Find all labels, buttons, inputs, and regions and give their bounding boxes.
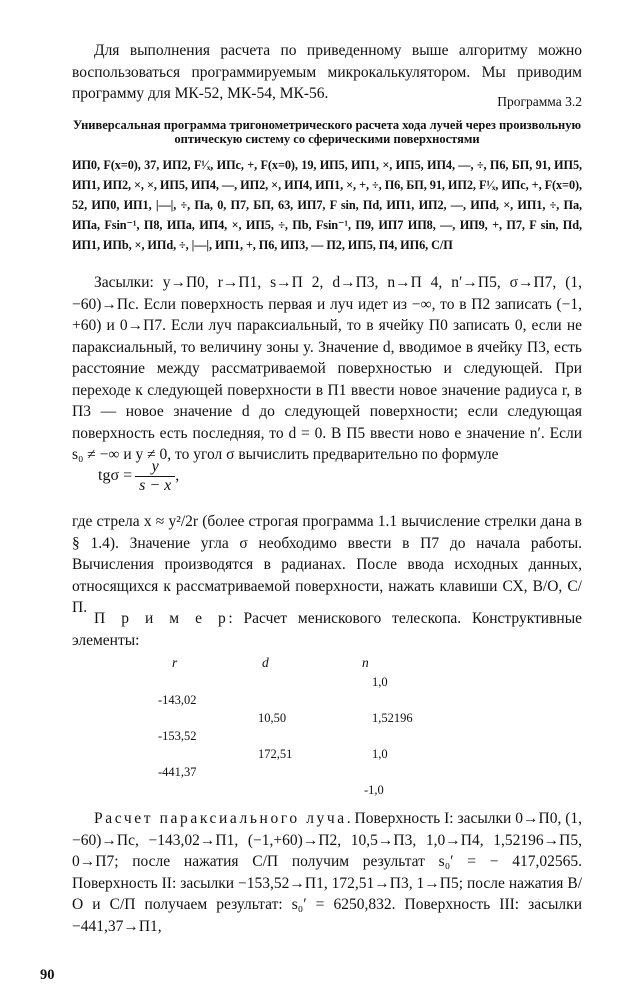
formula-tail: , [175, 467, 180, 485]
example-paragraph [72, 608, 582, 651]
paraxial-text: . Поверхность I: засылки 0→П0, (1, −60)→Пс, −143,02→П1, (−1,+60)→П2, 10,5→П3, 1,0→П4, 1,52196→П5, 0→П7; после нажатия С/П получим результат s₀′ = − 417,02565. Поверхность II: засылки −153,52→П1, 172,51→П3, 1→П5; после нажатия В/О и С/П получаем результат: s₀′ = 6250,832. Поверхность III: засылки −441,37→П1, [72, 810, 582, 935]
table-cell-n: -1,0 [364, 783, 384, 797]
table-cell-n: 1,0 [372, 747, 388, 761]
example-label: П р и м е р [94, 610, 229, 627]
paraxial-label: Расчет параксиального луча [94, 810, 347, 827]
formula-numerator: y [135, 458, 175, 477]
table-header-n: n [362, 655, 369, 670]
intro-paragraph: Для выполнения расчета по приведенному выше алгоритму можно воспользоваться программируемым микрокалькулятором. Мы приводим программу для МК-52, МК-54, МК-56. [72, 42, 582, 102]
zasylki-paragraph: Засылки: y→П0, r→П1, s→П 2, d→П3, n→П 4, n′→П5, σ→П7, (1, −60)→Пс. Если поверхность первая и луч идет из −∞, то в П2 записать (−1, +60) и 0→П7. Если луч параксиальный, то в ячейку П0 записать 0, если не параксиальный, то величину зоны y. Значение d, вводимое в ячейку П3, есть расстояние между рассматриваемой поверхностью и следующей. При переходе к следующей поверхности в П1 ввести новое значение радиуса r, в П3 — новое значение d до следующей поверхности; если следующая поверхность есть последняя, то d = 0. В П5 ввести ново е значение n′. Если s₀ ≠ −∞ и y ≠ 0, то угол σ вычислить предварительно по формуле [72, 274, 582, 463]
constructive-table [150, 655, 450, 797]
program-label: Программа 3.2 [497, 94, 582, 109]
table-header-d: d [262, 655, 269, 670]
program-title: Универсальная программа тригонометрического расчета хода лучей через произвольную оптическую систему со сферическими поверхностями [72, 118, 582, 146]
table-cell-d: 10,50 [258, 711, 287, 725]
example-text: : Расчет менискового телескопа. Конструктивные элементы: [72, 610, 582, 649]
table-cell-d: 172,51 [258, 747, 293, 761]
table-cell-r: -441,37 [158, 765, 197, 779]
program-code: ИП0, F(x=0), 37, ИП2, F¹⁄ₓ, ИПс, +, F(x=0), 19, ИП5, ИП1, ×, ИП5, ИП4, —, ÷, П6, БП, 91, ИП5, ИП1, ИП2, ×, ×, ИП5, ИП4, —, ИП2, ×, ИП4, ИП1, ×, +, ÷, П6, БП, 91, ИП2, F¹⁄ₓ, ИПс, +, F(x=0), 52, ИП0, ИП1, |—|, ÷, Па, 0, П7, БП, 63, ИП7, F sin, Пd, ИП1, ИП2, —, ИПd, ×, ИП1, ÷, Па, ИПа, Fsin⁻¹, П8, ИПа, ИП4, ×, ИП5, ÷, Пb, Fsin⁻¹, П9, ИП7 ИП8, —, ИП9, +, П7, F sin, Пd, ИП1, ИПb, ×, ИПd, ÷, |—|, ИП1, +, П6, ИП3, — П2, ИП5, П4, ИП6, С/П [72, 158, 582, 252]
page-number: 90 [40, 967, 55, 983]
after-formula-paragraph: где стрела x ≈ y²/2r (более строгая программа 1.1 вычисление стрелки дана в § 1.4). Значение угла σ необходимо ввести в П7 до начала работы. Вычисления производятся в радианах. После ввода исходных данных, относящихся к рассматриваемой поверхности, нажать клавиши СХ, В/О, С/П. [72, 513, 582, 616]
formula-fraction [135, 458, 175, 495]
table-cell-n: 1,0 [372, 675, 388, 689]
formula-denominator: s − x [139, 477, 172, 494]
table-cell-r: -143,02 [158, 693, 197, 707]
table-header-r: r [172, 655, 178, 670]
table-cell-r: -153,52 [158, 729, 197, 743]
table-cell-n: 1,52196 [372, 711, 413, 725]
formula-lhs: tgσ = [98, 467, 133, 485]
formula [98, 458, 179, 506]
paraxial-paragraph [72, 808, 582, 937]
